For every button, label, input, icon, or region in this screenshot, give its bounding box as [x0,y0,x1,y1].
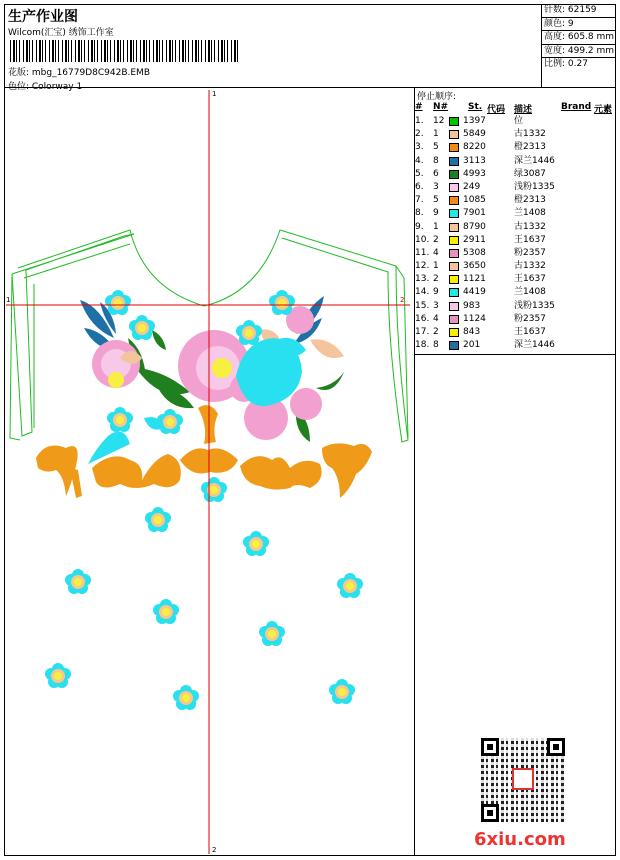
color-swatch [449,170,459,179]
row-description: 位 [514,116,524,126]
row-stitches: 7901 [463,208,486,219]
header-st: St. [468,102,483,112]
row-num: 12. [415,261,430,272]
table-row [415,326,616,339]
row-num: 15. [415,300,430,311]
row-needle: 3 [433,300,439,311]
table-row [415,234,616,247]
color-swatch [449,130,459,139]
header-brand: Brand [561,102,592,112]
seal-icon [512,768,534,790]
table-row [415,207,616,220]
row-needle: 6 [433,168,439,179]
embroidery-design [4,88,415,856]
header [4,4,541,92]
row-stitches: 5849 [463,129,486,140]
row-description: 浅粉1335 [514,300,555,311]
table-row [415,286,616,299]
row-needle: 2 [433,234,439,245]
color-swatch [449,249,459,258]
color-swatch [449,223,459,232]
row-description: 王1637 [514,234,546,245]
table-row [415,273,616,286]
design-canvas [4,88,415,856]
row-needle: 4 [433,247,439,258]
table-row [415,115,616,128]
table-row [415,194,616,207]
stat-stitches: 针数: 62159 [542,4,616,18]
table-row [415,300,616,313]
legend-title: 停止顺序: [417,92,457,102]
row-stitches: 1121 [463,274,486,285]
row-stitches: 983 [463,300,481,311]
table-row [415,141,616,154]
marker-bottom: 2 [212,846,217,854]
row-description: 橙2313 [514,142,546,153]
table-row [415,221,616,234]
header-code: 代码 [487,105,506,115]
row-stitches: 843 [463,327,481,337]
row-needle: 5 [433,195,439,206]
marker-top: 1 [212,90,217,98]
row-stitches: 8790 [463,221,486,232]
row-description: 王1637 [514,327,546,337]
row-num: 14. [415,287,430,298]
row-needle: 1 [433,129,439,140]
row-num: 6. [415,181,424,192]
row-stitches: 201 [463,340,481,351]
row-description: 粉2357 [514,247,546,258]
table-row [415,313,616,326]
row-num: 13. [415,274,430,285]
stats-panel [541,4,616,88]
row-needle: 9 [433,208,439,219]
row-description: 橙2313 [514,195,546,206]
row-num: 9. [415,221,424,232]
color-swatch [449,236,459,245]
stat-height: 高度: 605.8 mm [542,31,616,45]
row-num: 3. [415,142,424,153]
row-needle: 8 [433,155,439,166]
row-num: 4. [415,155,424,166]
row-stitches: 249 [463,181,481,192]
row-needle: 3 [433,181,439,192]
row-num: 10. [415,234,430,245]
row-num: 17. [415,327,430,337]
row-description: 粉2357 [514,313,546,324]
company-name: Wilcom(汇宝) 绣饰工作室 [8,28,114,38]
row-num: 11. [415,247,430,258]
legend-header-row [415,102,616,114]
color-swatch [449,328,459,337]
color-sequence-table [415,88,616,355]
row-num: 2. [415,129,424,140]
header-num: # [415,102,423,112]
watermark: 6xiu.com [474,829,566,850]
colorway: 色位: Colorway 1 [8,82,83,92]
row-description: 古1332 [514,129,546,140]
color-swatch [449,196,459,205]
row-description: 兰1408 [514,208,546,219]
row-needle: 1 [433,221,439,232]
row-stitches: 3650 [463,261,486,272]
row-description: 深兰1446 [514,155,555,166]
color-swatch [449,288,459,297]
header-desc: 描述 [514,105,533,115]
row-num: 5. [415,168,424,179]
row-num: 8. [415,208,424,219]
row-description: 兰1408 [514,287,546,298]
row-stitches: 1124 [463,313,486,324]
row-num: 16. [415,313,430,324]
row-needle: 1 [433,261,439,272]
color-swatch [449,275,459,284]
color-swatch [449,117,459,126]
marker-left: 1 [6,296,11,304]
color-swatch [449,143,459,152]
row-description: 浅粉1335 [514,181,555,192]
page-title: 生产作业图 [8,9,78,25]
row-num: 7. [415,195,424,206]
row-needle: 4 [433,313,439,324]
color-swatch [449,209,459,218]
row-needle: 2 [433,327,439,337]
color-swatch [449,341,459,350]
table-row [415,339,616,352]
table-row [415,168,616,181]
row-stitches: 2911 [463,234,486,245]
pattern-file: 花版: mbg_16779D8C942B.EMB [8,68,150,78]
qr-code [481,738,565,822]
row-stitches: 4419 [463,287,486,298]
stat-colors: 颜色: 9 [542,18,616,32]
color-swatch [449,183,459,192]
row-description: 古1332 [514,221,546,232]
barcode [10,40,238,62]
color-swatch [449,315,459,324]
color-swatch [449,157,459,166]
row-stitches: 1085 [463,195,486,206]
row-description: 王1637 [514,274,546,285]
color-swatch [449,262,459,271]
row-description: 深兰1446 [514,340,555,351]
row-stitches: 1397 [463,116,486,126]
legend-rows [415,115,616,352]
table-row [415,247,616,260]
marker-right: 2 [400,296,405,304]
stat-scale: 比例: 0.27 [544,59,588,69]
table-row [415,155,616,168]
table-row [415,260,616,273]
table-row [415,181,616,194]
row-needle: 5 [433,142,439,153]
row-stitches: 8220 [463,142,486,153]
row-stitches: 3113 [463,155,486,166]
row-needle: 2 [433,274,439,285]
color-swatch [449,302,459,311]
row-needle: 12 [433,116,445,126]
header-n: N# [433,102,449,112]
row-stitches: 4993 [463,168,486,179]
row-needle: 9 [433,287,439,298]
row-stitches: 5308 [463,247,486,258]
row-num: 1. [415,116,424,126]
table-row [415,128,616,141]
stat-width: 宽度: 499.2 mm [542,45,616,59]
header-elem: 元素 [594,105,613,115]
row-needle: 8 [433,340,439,351]
row-description: 绿3087 [514,168,546,179]
row-num: 18. [415,340,430,351]
row-description: 古1332 [514,261,546,272]
